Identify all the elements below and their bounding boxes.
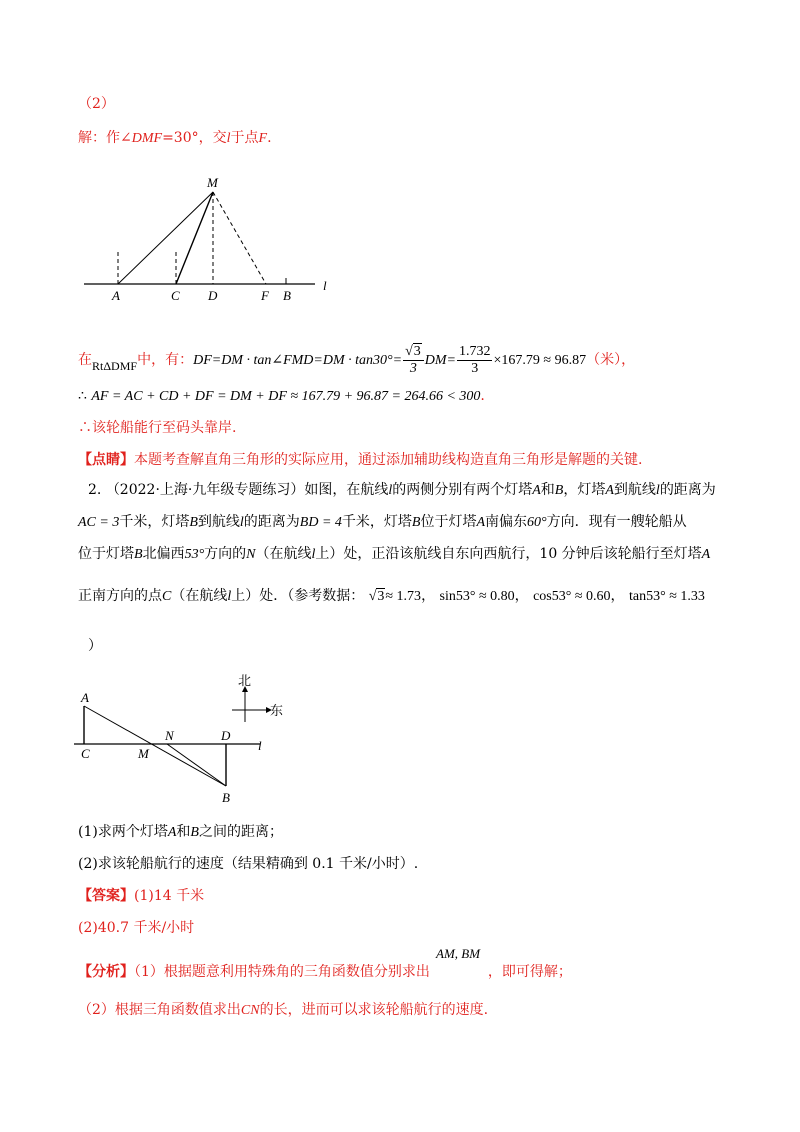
seg-ab bbox=[84, 706, 226, 786]
question-2-line-4: 正南方向的点C（在航线l上）处．（参考数据： √3≈ 1.73， sin53° ≈ 0.80， cos53° ≈ 0.60， tan53° ≈ 1.33 bbox=[78, 588, 705, 604]
figure-2 bbox=[70, 672, 300, 812]
sub-question-2: (2)求该轮船航行的速度（结果精确到 0.1 千米/小时）. bbox=[78, 856, 419, 872]
point-c: C bbox=[81, 746, 90, 761]
solution-intro: 解：作∠DMF=30°，交l于点F. bbox=[78, 130, 272, 146]
point-b: B bbox=[222, 790, 230, 805]
answer-line-2: (2)40.7 千米/小时 bbox=[78, 920, 195, 936]
seg-cm bbox=[176, 192, 213, 284]
point-a: A bbox=[81, 690, 89, 705]
question-2-line-2: AC = 3千米，灯塔B到航线l的距离为BD = 4千米，灯塔B位于灯塔A南偏东60°方向．现有一艘轮船从 bbox=[78, 514, 687, 530]
analysis-am-bm: AM, BM bbox=[436, 946, 481, 961]
point-m: M bbox=[138, 746, 149, 761]
seg-nb bbox=[167, 744, 226, 786]
point-c: C bbox=[171, 288, 180, 303]
calc-line-3: ∴该轮船能行至码头靠岸. bbox=[78, 420, 237, 436]
analysis-line-2: （2）根据三角函数值求出CN的长，进而可以求该轮船航行的速度. bbox=[78, 1002, 489, 1018]
question-2-close: ） bbox=[88, 638, 102, 654]
seg-am bbox=[118, 192, 213, 284]
label-l: l bbox=[258, 738, 262, 753]
question-2-line-3: 位于灯塔B北偏西53°方向的N（在航线l上）处，正沿该航线自东向西航行，10 分钟后该轮船行至灯塔A bbox=[78, 546, 711, 562]
label-north: 北 bbox=[238, 674, 252, 689]
label-l: l bbox=[323, 278, 327, 293]
seg-mf bbox=[213, 192, 266, 284]
point-m: M bbox=[207, 175, 218, 190]
sub-question-1: (1)求两个灯塔A和B之间的距离； bbox=[78, 824, 283, 840]
part-label: （2） bbox=[78, 96, 115, 112]
point-d: D bbox=[208, 288, 218, 303]
point-d: D bbox=[221, 728, 231, 743]
analysis-line-1: 【分析】（1）根据题意利用特殊角的三角函数值分别求出 ，即可得解； bbox=[78, 964, 572, 980]
answer-line-1: 【答案】(1)14 千米 bbox=[78, 888, 205, 904]
calc-line-2: ∴ AF = AC + CD + DF = DM + DF ≈ 167.79 + 96.87 = 264.66 < 300. bbox=[78, 388, 485, 404]
point-a: A bbox=[112, 288, 120, 303]
point-b: B bbox=[283, 288, 291, 303]
figure-1 bbox=[80, 170, 350, 310]
comment-line: 【点睛】本题考查解直角三角形的实际应用，通过添加辅助线构造直角三角形是解题的关键. bbox=[78, 452, 643, 468]
point-n: N bbox=[165, 728, 174, 743]
label-east: 东 bbox=[270, 704, 284, 719]
question-2-line-1: 2. （2022·上海·九年级专题练习）如图，在航线l的两侧分别有两个灯塔A和B，灯塔A到航线l的距离为 bbox=[88, 482, 716, 498]
calc-line-1: 在RtΔDMF中，有：DF=DM · tan∠FMD=DM · tan30°= $\frac{√3}{3}$ DM= $\frac{1.732}{3}$ ×167.79 ≈ 96.87（米）， bbox=[78, 343, 636, 376]
point-f: F bbox=[261, 288, 269, 303]
